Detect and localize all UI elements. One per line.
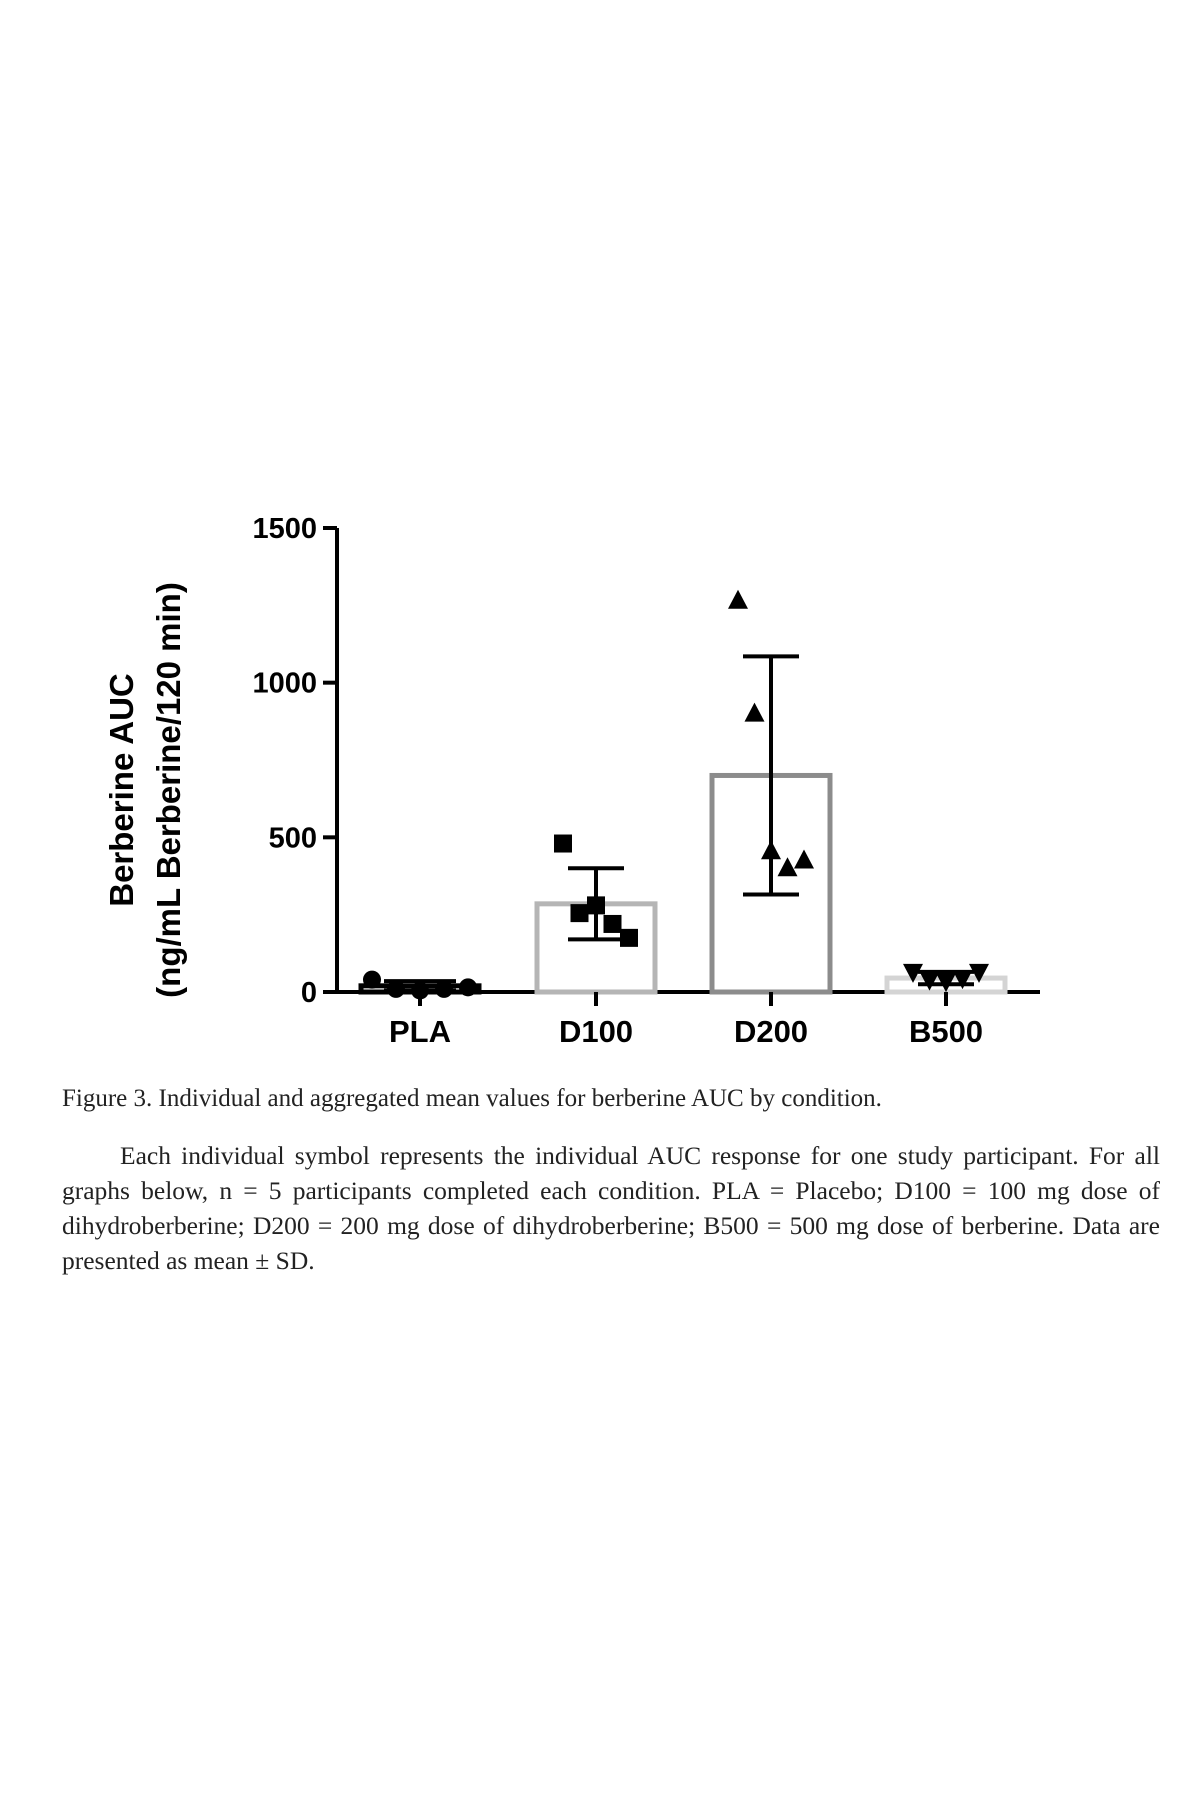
point-d200: [728, 590, 748, 609]
x-tick-label-pla: PLA: [389, 1014, 451, 1049]
y-axis-label: [103, 582, 187, 998]
y-tick-label: 1500: [252, 513, 317, 545]
caption-block: [62, 1082, 1160, 1278]
bars: [361, 775, 1005, 992]
x-ticks: [389, 992, 983, 1049]
y-axis-label-line2: (ng/mL Berberine/120 min): [150, 582, 187, 998]
figure-description: Each individual symbol represents the individual AUC response for one study participant. For all graphs below, n = 5 participants completed each condition. PLA = Placebo; D100 = 100 mg dose of dihydroberberine; D200 = 200 mg dose of dihydroberberine; B500 = 500 mg dose of berberine. Data are presented as mean ± SD.: [62, 1141, 1160, 1275]
point-pla: [363, 971, 381, 989]
point-d100: [571, 904, 589, 922]
point-d100: [587, 896, 605, 914]
x-tick-label-d200: D200: [733, 1014, 809, 1049]
point-pla: [459, 978, 477, 996]
y-axis-label-line1: Berberine AUC: [103, 673, 140, 907]
point-d100: [604, 915, 622, 933]
error-bars: [384, 656, 974, 990]
data-points: [363, 590, 989, 1000]
x-tick-label-b500: B500: [908, 1014, 984, 1049]
x-tick-label-d100: D100: [558, 1014, 634, 1049]
figure-caption: Figure 3. Individual and aggregated mean values for berberine AUC by condition.: [62, 1085, 882, 1112]
point-d100: [554, 835, 572, 853]
axes: [335, 528, 1040, 994]
point-pla: [435, 980, 453, 998]
y-tick-label: 500: [268, 822, 317, 855]
point-d200: [745, 703, 765, 722]
point-pla: [387, 980, 405, 998]
y-tick-label: 0: [300, 977, 317, 1009]
point-d100: [620, 929, 638, 947]
y-ticks: [252, 513, 337, 1009]
y-tick-label: 1000: [252, 667, 317, 700]
